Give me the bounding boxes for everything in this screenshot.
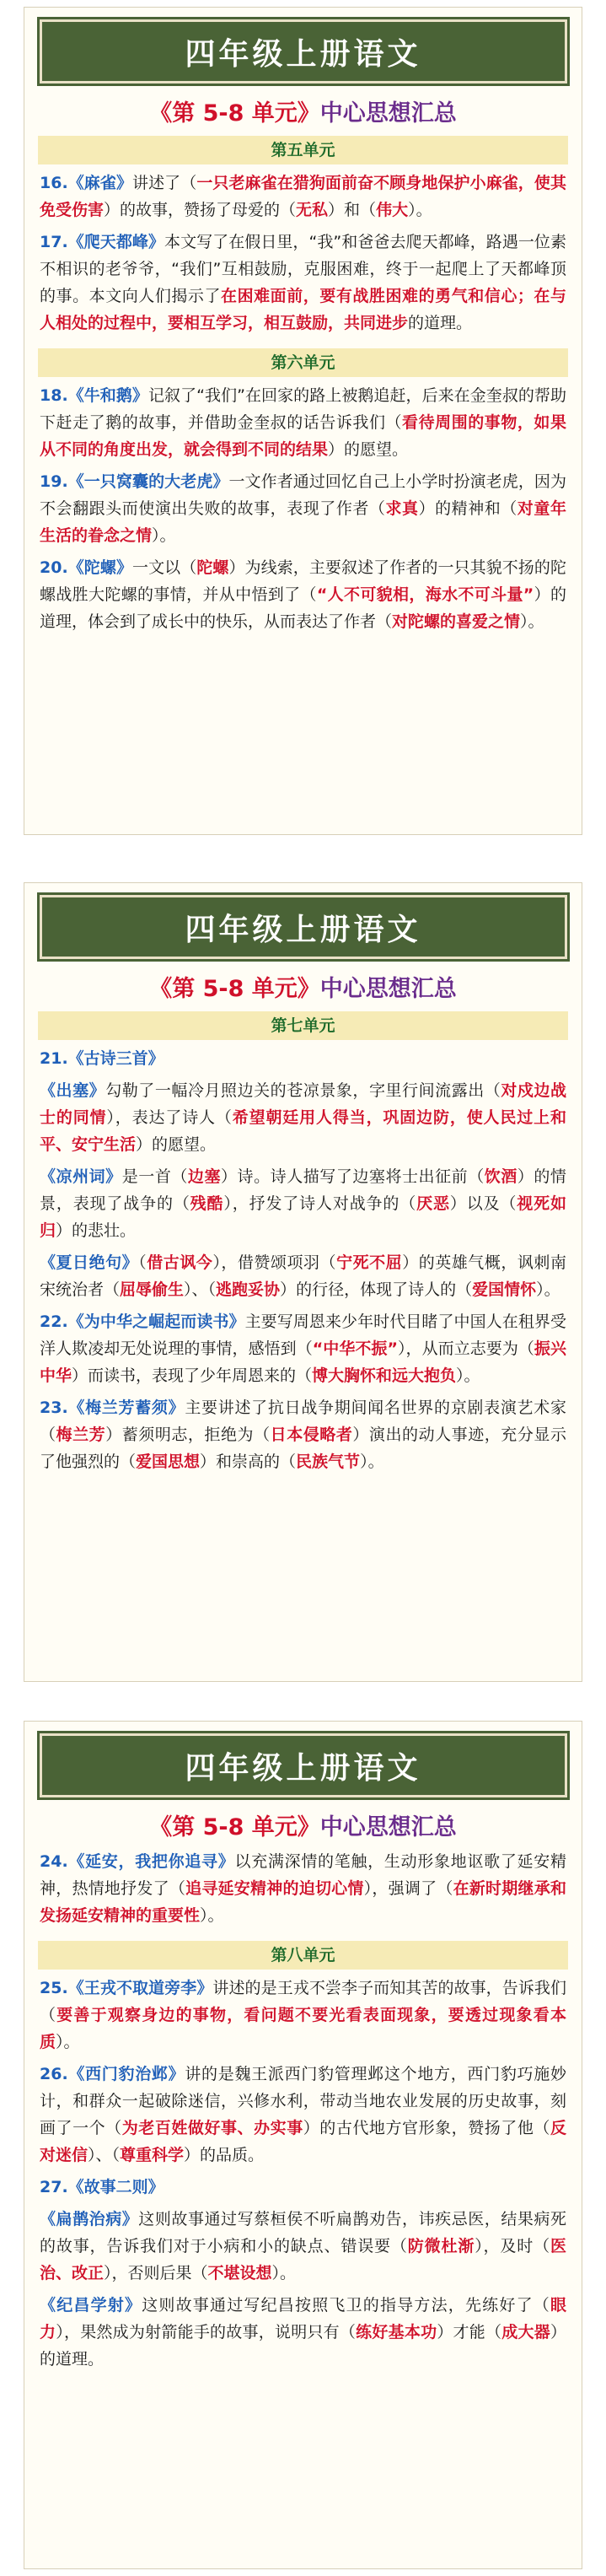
key-phrase: 屈辱偷生 bbox=[120, 1280, 185, 1299]
subtitle bbox=[24, 1813, 582, 1843]
body-text: 勾勒了一幅冷月照边关的苍凉景象，字里行间流露出（ bbox=[105, 1081, 501, 1100]
lesson-23 bbox=[40, 1394, 566, 1475]
body-text: ）以及（ bbox=[449, 1194, 518, 1213]
key-phrase: 对陀螺的喜爱之情 bbox=[392, 612, 521, 631]
body-text: 主要写周恩来少年时代目睹了中国人在租界受洋人欺凌却无处说理的事情，感悟到（ bbox=[40, 1312, 566, 1358]
lesson-title: 27.《故事二则》 bbox=[40, 2178, 164, 2196]
lesson-title: 《凉州词》 bbox=[40, 1167, 122, 1186]
header-title: 四年级上册语文 bbox=[185, 1749, 421, 1786]
key-phrase: 反对迷信 bbox=[40, 2119, 566, 2164]
subtitle bbox=[24, 974, 582, 1005]
body-text: ）的英雄气概，讽刺南宋统治者（ bbox=[40, 1253, 566, 1299]
lesson-title: 25.《王戎不取道旁李》 bbox=[40, 1979, 213, 1997]
key-phrase: 希望朝廷用人得当，巩固边防，使人民过上和平、安宁生活 bbox=[40, 1108, 566, 1154]
lesson-16 bbox=[40, 170, 566, 224]
key-phrase: 爱国思想 bbox=[136, 1452, 201, 1471]
body-text: ）。 bbox=[200, 1906, 224, 1925]
summary-card-2 bbox=[24, 882, 582, 1682]
body-text: ）的愿望。 bbox=[136, 1135, 217, 1154]
lesson-21-chusai bbox=[40, 1077, 566, 1158]
subtitle-units: 《第 5-8 单元》 bbox=[149, 100, 320, 127]
body-text: ），借赞颂项羽（ bbox=[212, 1253, 337, 1272]
key-phrase: 成大器 bbox=[501, 2323, 550, 2342]
key-phrase: 一只老麻雀在猎狗面前奋不顾身地保护小麻雀，使其免受伤害 bbox=[40, 174, 566, 219]
lesson-title: 21.《古诗三首》 bbox=[40, 1049, 164, 1068]
key-phrase: 看待周围的事物，如果从不同的角度出发，就会得到不同的结果 bbox=[40, 413, 566, 459]
lesson-title: 26.《西门豹治邺》 bbox=[40, 2065, 185, 2083]
body-text: ）演出的动人事迹，充分显示了他强烈的（ bbox=[40, 1425, 566, 1471]
body-text: 讲述的是王戎不尝李子而知其苦的故事，告诉我们（ bbox=[40, 1979, 566, 2024]
subtitle-topic: 中心思想汇总 bbox=[319, 976, 457, 1002]
key-phrase: 追寻延安精神的迫切心情 bbox=[185, 1879, 364, 1898]
body-text: ）、（ bbox=[88, 2146, 121, 2164]
lesson-27-jichang bbox=[40, 2292, 566, 2373]
body-text: 这则故事通过写蔡桓侯不听扁鹊劝告，讳疾忌医，结果病死的故事，告诉我们对于小病和小的缺点、错误要（ bbox=[40, 2210, 566, 2255]
lesson-title: 16.《麻雀》 bbox=[40, 174, 133, 192]
body-text: ）的精神和（ bbox=[418, 499, 518, 518]
body-text: ）和崇高的（ bbox=[200, 1452, 297, 1471]
key-phrase: 逃跑妥协 bbox=[216, 1280, 281, 1299]
body-text: 一文作者通过回忆自己上小学时扮演老虎，因为不会翻跟头而使演出失败的故事，表现了作者（ bbox=[40, 472, 566, 518]
key-phrase: 要善于观察身边的事物，看问题不要光看表面现象，要透过现象看本质 bbox=[40, 2006, 566, 2051]
header-banner bbox=[40, 1733, 567, 1797]
lesson-19 bbox=[40, 468, 566, 549]
lesson-title: 19.《一只窝囊的大老虎》 bbox=[40, 472, 229, 491]
key-phrase: 伟大 bbox=[376, 201, 409, 219]
key-phrase: 宁死不屈 bbox=[336, 1253, 403, 1272]
key-phrase: 求真 bbox=[385, 499, 419, 518]
key-phrase: 练好基本功 bbox=[356, 2323, 437, 2342]
lesson-27 bbox=[40, 2174, 566, 2201]
key-phrase: 尊重科学 bbox=[120, 2146, 185, 2164]
lesson-24 bbox=[40, 1848, 566, 1929]
body-text: ）蓄须明志，拒绝为（ bbox=[105, 1425, 271, 1444]
body-text: ）的道理。 bbox=[40, 2323, 566, 2369]
body-text: ）。 bbox=[456, 1366, 480, 1385]
key-phrase: 饮酒 bbox=[484, 1167, 518, 1186]
body-text: ）而读书，表现了少年周恩来的（ bbox=[72, 1366, 313, 1385]
key-phrase: 陀螺 bbox=[196, 558, 229, 577]
key-phrase: 在困难面前，要有战胜困难的勇气和信心；在与人相处的过程中，要相互学习，相互鼓励，共同进步 bbox=[40, 287, 566, 332]
body-text: ）的悲壮。 bbox=[56, 1221, 137, 1240]
lesson-25 bbox=[40, 1975, 566, 2056]
lesson-title: 20.《陀螺》 bbox=[40, 558, 133, 577]
body-text: ）。 bbox=[520, 612, 544, 631]
lesson-title: 22.《为中华之崛起而读书》 bbox=[40, 1312, 245, 1331]
lesson-title: 《夏日绝句》 bbox=[40, 1253, 139, 1272]
body-text: ）的古代地方官形象，赞扬了他（ bbox=[303, 2119, 550, 2137]
key-phrase: 无私 bbox=[296, 201, 329, 219]
key-phrase: 残酷 bbox=[190, 1194, 224, 1213]
unit-heading-5: 第五单元 bbox=[38, 136, 568, 164]
key-phrase: 防微杜渐 bbox=[407, 2237, 475, 2255]
key-phrase: 边塞 bbox=[187, 1167, 222, 1186]
key-phrase: “中华不振” bbox=[312, 1339, 398, 1358]
body-text: ），及时（ bbox=[475, 2237, 550, 2255]
key-phrase: 视死如归 bbox=[40, 1194, 566, 1240]
body-text: ）的道理，体会到了成长中的快乐，从而表达了作者（ bbox=[40, 585, 566, 631]
body-text: 这则故事通过写纪昌按照飞卫的指导方法，先练好了（ bbox=[142, 2296, 550, 2315]
body-text: ）。 bbox=[360, 1452, 384, 1471]
header-title: 四年级上册语文 bbox=[185, 911, 421, 947]
unit-heading-8: 第八单元 bbox=[38, 1941, 568, 1970]
subtitle-units: 《第 5-8 单元》 bbox=[149, 976, 320, 1002]
body-text: 讲述了（ bbox=[132, 174, 197, 192]
lesson-title: 24.《延安，我把你追寻》 bbox=[40, 1852, 235, 1871]
body-text: ）的行径，体现了诗人的（ bbox=[280, 1280, 473, 1299]
body-text: ），否则后果（ bbox=[104, 2264, 208, 2282]
unit-heading-6: 第六单元 bbox=[38, 348, 568, 377]
subtitle bbox=[24, 99, 582, 129]
lesson-title: 23.《梅兰芳蓄须》 bbox=[40, 1398, 185, 1417]
body-text: ），强调了（ bbox=[363, 1879, 453, 1898]
lesson-22 bbox=[40, 1308, 566, 1389]
lesson-18 bbox=[40, 382, 566, 463]
body-text: 讲的是魏王派西门豹管理邺这个地方，西门豹巧施妙计，和群众一起破除迷信，兴修水利，带动当地农业发展的历史故事，刻画了一个（ bbox=[40, 2065, 566, 2137]
lesson-title: 《出塞》 bbox=[40, 1081, 106, 1100]
body-text: ）为线索，主要叙述了作者的一只其貌不扬的陀螺战胜大陀螺的事情，并从中悟到了（ bbox=[40, 558, 566, 604]
body-text: ）和（ bbox=[328, 201, 377, 219]
key-phrase: 为老百姓做好事、办实事 bbox=[121, 2119, 303, 2137]
body-text: （ bbox=[138, 1253, 147, 1272]
key-phrase: 博大胸怀和远大抱负 bbox=[312, 1366, 457, 1385]
body-text: ）。 bbox=[271, 2264, 297, 2282]
lesson-27-bianque bbox=[40, 2206, 566, 2287]
summary-card-3 bbox=[24, 1721, 582, 2569]
key-phrase: “人不可貌相，海水不可斗量” bbox=[316, 585, 534, 604]
key-phrase: 民族气节 bbox=[296, 1452, 361, 1471]
body-text: ）的情景，表现了战争的（ bbox=[40, 1167, 566, 1213]
lesson-21-xiarijueju bbox=[40, 1249, 566, 1303]
body-text: ），果然成为射箭能手的故事，说明只有（ bbox=[56, 2323, 357, 2342]
subtitle-topic: 中心思想汇总 bbox=[319, 100, 457, 127]
lesson-17 bbox=[40, 229, 566, 337]
body-text: 记叙了“我们”在回家的路上被鹅追赶，后来在金奎叔的帮助下赶走了鹅的故事，并借助金奎叔的话告诉我们（ bbox=[40, 386, 566, 432]
key-phrase: 对童年生活的眷念之情 bbox=[40, 499, 566, 545]
body-text: ），抒发了诗人对战争的（ bbox=[223, 1194, 417, 1213]
body-text: ）。 bbox=[152, 526, 176, 545]
body-text: ）。 bbox=[408, 201, 432, 219]
body-text: 以充满深情的笔触，生动形象地讴歌了延安精神，热情地抒发了（ bbox=[40, 1852, 566, 1898]
header-title: 四年级上册语文 bbox=[185, 35, 421, 72]
key-phrase: 在新时期继承和发扬延安精神的重要性 bbox=[40, 1879, 566, 1925]
body-text: ）诗。诗人描写了边塞将士出征前（ bbox=[221, 1167, 485, 1186]
key-phrase: 振兴中华 bbox=[40, 1339, 566, 1385]
header-banner bbox=[40, 19, 567, 84]
key-phrase: 不堪设想 bbox=[207, 2264, 272, 2282]
body-text: ）的愿望。 bbox=[328, 440, 409, 459]
body-text: ）的品质。 bbox=[184, 2146, 265, 2164]
body-text: 主要讲述了抗日战争期间闻名世界的京剧表演艺术家（ bbox=[40, 1398, 566, 1444]
body-text: 一文以（ bbox=[132, 558, 197, 577]
summary-card-1 bbox=[24, 7, 582, 835]
lesson-26 bbox=[40, 2061, 566, 2169]
header-banner bbox=[40, 895, 567, 959]
lesson-title: 17.《爬天都峰》 bbox=[40, 233, 165, 251]
body-text: ）、（ bbox=[184, 1280, 217, 1299]
body-text: ），表达了诗人（ bbox=[106, 1108, 233, 1127]
key-phrase: 对戍边战士的同情 bbox=[40, 1081, 566, 1127]
body-text: ），从而立志要为（ bbox=[397, 1339, 534, 1358]
key-phrase: 爱国情怀 bbox=[472, 1280, 537, 1299]
body-text: 是一首（ bbox=[121, 1167, 188, 1186]
body-text: ）才能（ bbox=[437, 2323, 502, 2342]
body-text: 本文写了在假日里，“我”和爸爸去爬天都峰，路遇一位素不相识的老爷爷，“我们”互相鼓励，克服困难，终于一起爬上了天都峰顶的事。本文向人们揭示了 bbox=[40, 233, 566, 305]
subtitle-topic: 中心思想汇总 bbox=[319, 1814, 457, 1840]
lesson-title: 《纪昌学射》 bbox=[40, 2296, 142, 2315]
key-phrase: 借古讽今 bbox=[147, 1253, 213, 1272]
lesson-21-liangzhouci bbox=[40, 1163, 566, 1244]
lesson-20 bbox=[40, 554, 566, 635]
key-phrase: 眼力 bbox=[40, 2296, 566, 2342]
body-text: ）。 bbox=[56, 2033, 80, 2051]
subtitle-units: 《第 5-8 单元》 bbox=[149, 1814, 320, 1840]
lesson-title: 18.《牛和鹅》 bbox=[40, 386, 148, 405]
lesson-21 bbox=[40, 1045, 566, 1072]
key-phrase: 日本侵略者 bbox=[270, 1425, 353, 1444]
lesson-title: 《扁鹊治病》 bbox=[40, 2210, 139, 2228]
key-phrase: 厌恶 bbox=[416, 1194, 450, 1213]
body-text: ）。 bbox=[536, 1280, 560, 1299]
body-text: ）的故事，赞扬了母爱的（ bbox=[104, 201, 297, 219]
key-phrase: 梅兰芳 bbox=[56, 1425, 106, 1444]
unit-heading-7: 第七单元 bbox=[38, 1011, 568, 1040]
body-text: 的道理。 bbox=[408, 314, 473, 332]
key-phrase: 医治、改正 bbox=[40, 2237, 566, 2282]
